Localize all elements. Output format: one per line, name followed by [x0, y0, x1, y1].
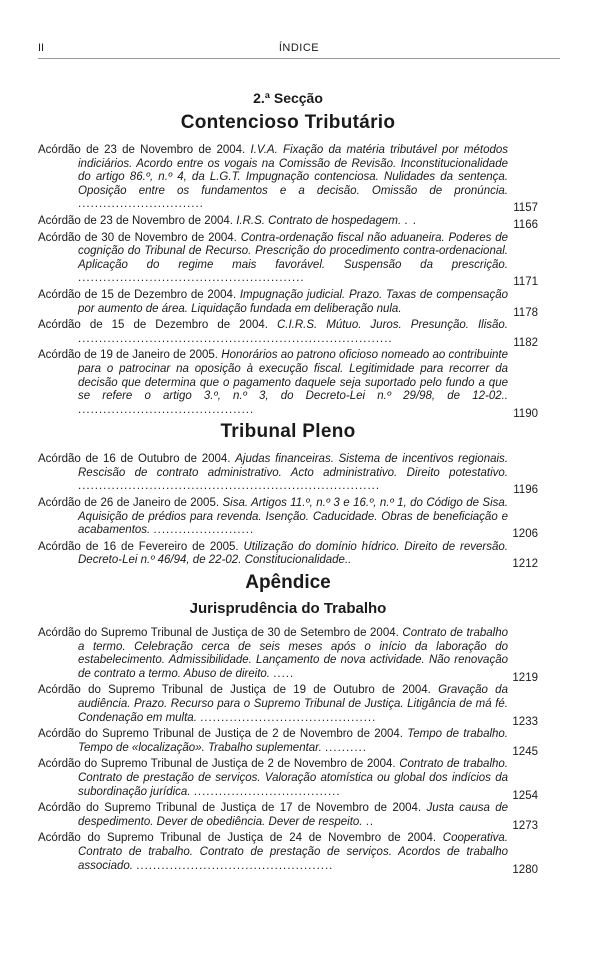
- entry-text: [38, 453, 508, 494]
- entry-text: [38, 684, 508, 725]
- entry-ruling-date: Acórdão de 16 de Fevereiro de 2005.: [38, 540, 239, 553]
- subsection-heading: 2.ª Secção: [253, 90, 323, 106]
- page-header: [38, 42, 560, 56]
- header-rule: [38, 58, 560, 59]
- entry-text: [38, 832, 508, 873]
- index-entry: [38, 758, 538, 802]
- entry-text: [38, 497, 508, 538]
- running-title: ÍNDICE: [278, 42, 320, 54]
- entry-ruling-date: Acórdão do Supremo Tribunal de Justiça de 24 de Novembro de 2004.: [38, 832, 437, 845]
- entry-summary: Contra-ordenação fiscal não aduaneira. Poderes de cognição do Tribunal de Recurso. Prescrição do procedimento contra-ordenacional. Aplicação do regime mais favorável. Suspensão da prescrição.: [78, 231, 508, 271]
- entry-page-number: 1206: [512, 528, 538, 541]
- index-content: [38, 86, 538, 876]
- entry-summary: Gravação da audiência. Prazo. Recurso para o Supremo Tribunal de Justiça. Litigância de má fé. Condenação em multa.: [78, 684, 508, 724]
- entry-text: [38, 627, 508, 681]
- index-entry: [38, 832, 538, 876]
- entry-leader-dots: ..........................................: [200, 711, 377, 724]
- index-entry: [38, 215, 538, 229]
- entry-page-number: 1196: [513, 484, 538, 497]
- entry-summary: Impugnação judicial. Prazo. Taxas de compensação por aumento de área. Liquidação fundada em deliberação nula.: [78, 288, 508, 315]
- entry-ruling-date: Acórdão do Supremo Tribunal de Justiça de 17 de Novembro de 2004.: [38, 802, 422, 815]
- entry-summary: Contrato de trabalho a termo. Celebração cerca de seis meses após o início da laboração do estabelecimento. Admissibilidade. Lançamento de nova actividade. Não renovação de contrato a termo. Abuso de direito.: [78, 627, 508, 680]
- entry-summary: I.V.A. Fixação da matéria tributável por métodos indiciários. Acordo entre os vogais na Comissão de Revisão. Inconstitucionalidade do artigo 86.º, n.º 4, da L.G.T. Impugnação contenciosa. Nulidades da sentença. Oposição entre os fundamentos e a decisão. Omissão de pronúncia.: [78, 144, 509, 197]
- index-entry: [38, 627, 538, 684]
- entry-text: [38, 144, 508, 212]
- index-entry: [38, 540, 538, 571]
- entry-page-number: 1212: [512, 558, 538, 571]
- entry-text: [38, 349, 508, 417]
- entry-summary: I.R.S. Contrato de hospedagem.: [236, 214, 402, 227]
- entry-leader-dots: ..............................: [78, 198, 204, 211]
- section-title-contencioso: Contencioso Tributário: [180, 112, 396, 133]
- entry-page-number: 1254: [512, 789, 538, 802]
- entry-leader-dots: .....: [273, 667, 295, 680]
- entry-text: [38, 215, 508, 229]
- entry-page-number: 1233: [512, 715, 538, 728]
- entry-page-number: 1171: [513, 276, 538, 289]
- entry-leader-dots: ...............................................: [136, 859, 334, 872]
- index-entry: [38, 684, 538, 728]
- entry-page-number: 1166: [513, 218, 538, 231]
- entry-leader-dots: . .: [404, 214, 417, 227]
- index-entry: [38, 319, 538, 349]
- entry-summary: Ajudas financeiras. Sistema de incentivos regionais. Rescisão de contrato administrativo. Acto administrativo. Direito potestativo.: [78, 453, 508, 479]
- entry-text: [38, 728, 508, 755]
- entry-summary: Cooperativa. Contrato de trabalho. Contrato de prestação de serviços. Acordos de trabalho associado.: [78, 832, 508, 872]
- entry-summary: Tempo de trabalho. Tempo de «localização». Trabalho suplementar.: [78, 728, 509, 754]
- entry-leader-dots: ...................................: [193, 785, 341, 798]
- entry-ruling-date: Acórdão de 15 de Dezembro de 2004.: [38, 319, 268, 332]
- entry-page-number: 1178: [513, 306, 538, 319]
- entry-summary: Utilização do domínio hídrico. Direito de reversão. Decreto-Lei n.º 46/94, de 22-02. Constitucionalidade..: [78, 540, 508, 567]
- entry-leader-dots: ...........................................................................: [78, 332, 393, 345]
- index-entry: [38, 231, 538, 289]
- index-entry: [38, 144, 538, 215]
- index-entry: [38, 497, 538, 541]
- entry-summary: Justa causa de despedimento. Dever de obediência. Dever de respeito.: [78, 802, 509, 828]
- entry-ruling-date: Acórdão de 30 de Novembro de 2004.: [38, 231, 237, 244]
- entry-page-number: 1280: [512, 863, 538, 876]
- entry-text: [38, 541, 508, 568]
- entry-summary: C.I.R.S. Mútuo. Juros. Presunção. Ilisão.: [276, 319, 509, 332]
- entry-summary: Contrato de trabalho. Contrato de prestação de serviços. Valoração atomística ou global dos indícios da subordinação jurídica.: [78, 758, 508, 798]
- entry-summary: Honorários ao patrono oficioso nomeado ao contribuinte para o patrocinar na oposição à execução fiscal. Legitimidade para recorrer da decisão que determina que o pagamento daquele seja suportado pelo fundo a que se refere o artigo 3.º, n.º 3, do Decreto-Lei n.º 29/98, de 12-02..: [78, 349, 509, 403]
- entry-leader-dots: ........................: [153, 524, 255, 537]
- entries-pleno: [38, 453, 538, 571]
- index-entry: [38, 349, 538, 420]
- entry-page-number: 1182: [513, 336, 538, 349]
- entry-ruling-date: Acórdão de 26 de Janeiro de 2005.: [38, 497, 220, 510]
- entry-page-number: 1273: [512, 819, 538, 832]
- entry-leader-dots: ..: [365, 815, 375, 828]
- entry-text: [38, 232, 508, 286]
- entry-summary: Sisa. Artigos 11.º, n.º 3 e 16.º, n.º 1, do Código de Sisa. Aquisição de prédios para revenda. Isenção. Caducidade. Obras de beneficiação e acabamentos.: [78, 497, 508, 537]
- entry-ruling-date: Acórdão de 23 de Novembro de 2004.: [38, 214, 233, 227]
- entry-ruling-date: Acórdão de 23 de Novembro de 2004.: [38, 144, 246, 156]
- apendice-title: Apêndice: [245, 572, 331, 594]
- entry-leader-dots: ........................................................................: [78, 480, 381, 493]
- index-entry: [38, 802, 538, 832]
- entry-leader-dots: ..........: [324, 741, 367, 754]
- index-entry: [38, 288, 538, 319]
- entries-apendice: [38, 627, 538, 876]
- entry-text: [38, 289, 508, 316]
- entry-text: [38, 319, 508, 346]
- entry-ruling-date: Acórdão do Supremo Tribunal de Justiça de 2 de Novembro de 2004.: [38, 758, 396, 771]
- page-number: II: [38, 42, 45, 54]
- entry-text: [38, 758, 508, 799]
- entry-page-number: 1157: [513, 202, 538, 215]
- entry-text: [38, 802, 508, 829]
- entry-ruling-date: Acórdão do Supremo Tribunal de Justiça de 19 de Outubro de 2004.: [38, 684, 431, 697]
- entry-leader-dots: ..........................................: [78, 403, 255, 416]
- entry-ruling-date: Acórdão de 16 de Outubro de 2004.: [38, 453, 231, 466]
- index-entry: [38, 728, 538, 758]
- section-title-pleno: Tribunal Pleno: [220, 421, 356, 443]
- entry-leader-dots: ......................................................: [78, 272, 305, 285]
- apendice-subtitle: Jurisprudência do Trabalho: [189, 600, 387, 618]
- entry-page-number: 1219: [512, 671, 538, 684]
- entry-ruling-date: Acórdão de 19 de Janeiro de 2005.: [38, 349, 218, 362]
- index-entry: [38, 453, 538, 497]
- entries-contencioso: [38, 144, 538, 420]
- entry-ruling-date: Acórdão do Supremo Tribunal de Justiça de 2 de Novembro de 2004.: [38, 728, 403, 741]
- entry-ruling-date: Acórdão do Supremo Tribunal de Justiça de 30 de Setembro de 2004.: [38, 627, 399, 640]
- entry-page-number: 1245: [512, 745, 538, 758]
- entry-ruling-date: Acórdão de 15 de Dezembro de 2004.: [38, 288, 237, 301]
- entry-page-number: 1190: [513, 407, 538, 420]
